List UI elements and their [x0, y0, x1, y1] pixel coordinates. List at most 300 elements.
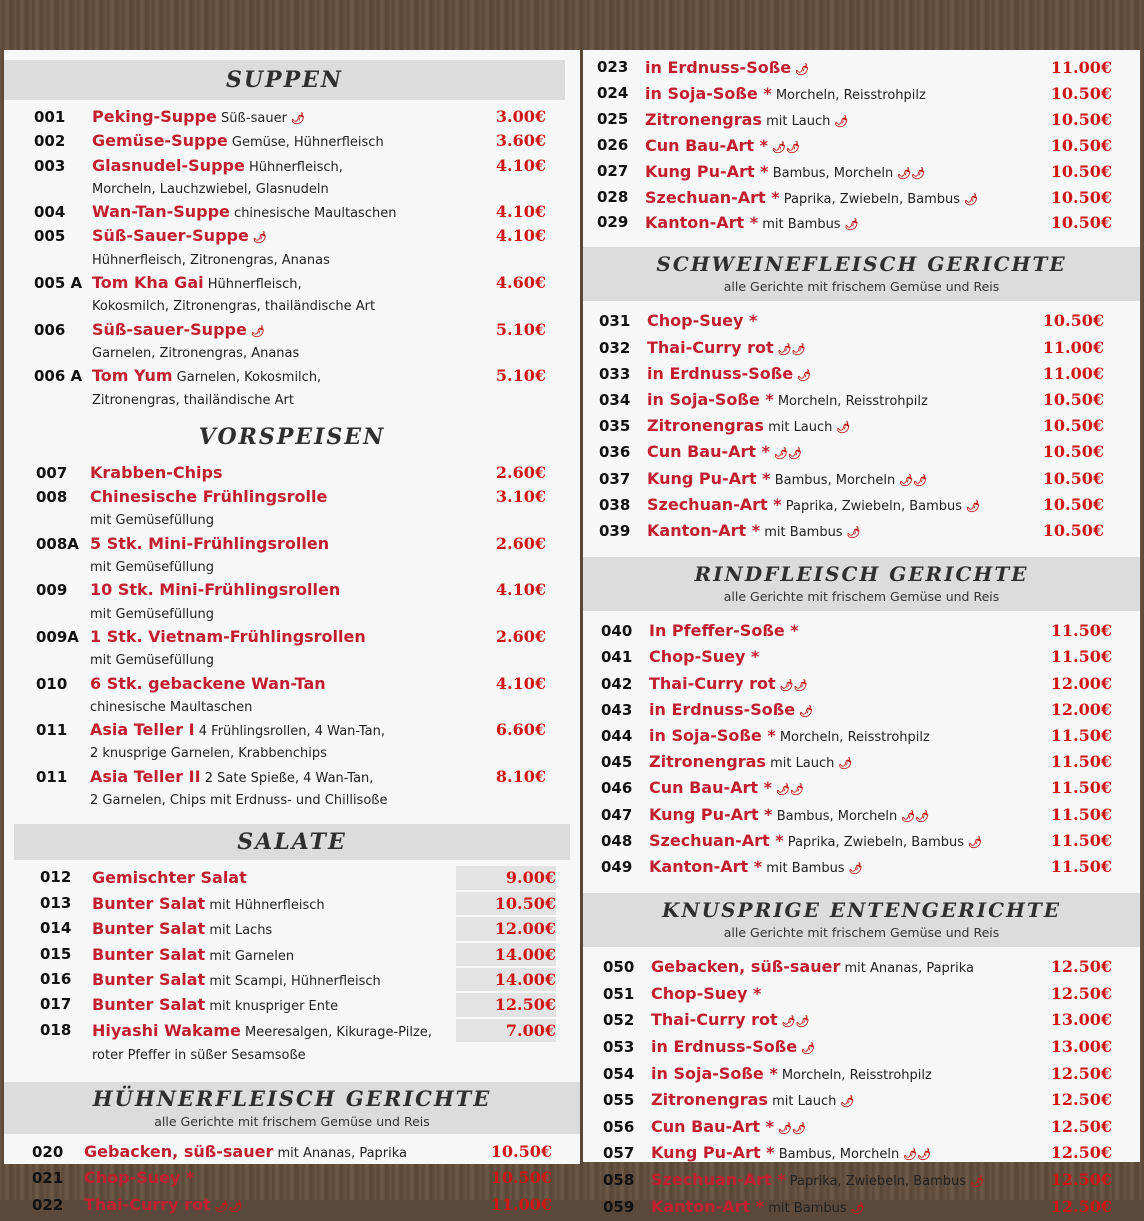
- item-number: 046: [601, 779, 633, 798]
- item-price: 10.50€: [1042, 389, 1104, 409]
- section-subtitle: alle Gerichte mit frischem Gemüse und Reis: [154, 1113, 430, 1129]
- item-number: 056: [603, 1117, 635, 1136]
- item-name: Zitronengras: [647, 416, 764, 436]
- item-name: 10 Stk. Mini-Frühlingsrollen: [90, 580, 341, 600]
- item-price: 3.10€: [495, 487, 546, 507]
- item-name: Kanton-Art *: [645, 213, 759, 233]
- chili-icon: 🌶: [252, 231, 267, 245]
- item-price: 11.50€: [1050, 857, 1112, 876]
- item-number: 006: [34, 320, 66, 339]
- section-huehnerfleisch: [4, 1140, 580, 1220]
- item-price: 11.50€: [1050, 725, 1112, 745]
- chili-icon: 🌶: [801, 1041, 816, 1055]
- item-description: Morcheln, Reisstrohpilz: [777, 393, 928, 409]
- item-body: [651, 1008, 1012, 1035]
- item-description-line2: mit Gemüsefüllung: [90, 513, 215, 529]
- chili-icon: 🌶: [966, 499, 981, 513]
- item-price: 12.50€: [1050, 983, 1112, 1003]
- menu-item: [583, 698, 1140, 724]
- item-price: 3.60€: [495, 131, 546, 151]
- item-description: Bambus, Morcheln: [776, 808, 898, 824]
- item-name: Krabben-Chips: [90, 462, 223, 482]
- item-body: [92, 201, 454, 225]
- item-body: [651, 1035, 1012, 1062]
- chili-icon: 🌶: [964, 192, 979, 206]
- item-number: 047: [601, 805, 633, 824]
- item-number: 048: [601, 831, 633, 850]
- item-description: 4 Frühlingsrollen, 4 Wan-Tan,: [198, 724, 386, 740]
- item-name: Süß-Sauer-Suppe: [92, 226, 249, 246]
- item-body: [649, 645, 1012, 671]
- item-name: Bunter Salat: [92, 969, 206, 989]
- item-number: 022: [32, 1195, 64, 1214]
- menu-item: [583, 440, 1140, 466]
- item-price: 10.50€: [490, 1168, 552, 1188]
- menu-item: [4, 272, 580, 319]
- item-name: Zitronengras: [651, 1090, 768, 1110]
- chili-icon: 🌶🌶: [771, 140, 800, 154]
- item-price: 11.50€: [1050, 830, 1112, 850]
- menu-left-column: [4, 50, 580, 1214]
- item-number: 041: [601, 648, 633, 667]
- item-description-line2: mit Gemüsefüllung: [90, 653, 215, 669]
- menu-item: [4, 155, 580, 202]
- item-body: [90, 486, 454, 533]
- item-description-line2: chinesische Maultaschen: [90, 699, 253, 715]
- section-title: KNUSPRIGE ENTENGERICHTE: [661, 898, 1062, 923]
- item-description-line2: Kokosmilch, Zitronengras, thailändische Art: [92, 299, 376, 315]
- menu-item: [4, 365, 580, 412]
- item-number: 006 A: [34, 367, 83, 386]
- item-description: mit Bambus: [764, 524, 843, 540]
- section-ente: [583, 955, 1140, 1221]
- item-number: 012: [40, 868, 72, 887]
- item-body: [649, 750, 1012, 776]
- menu-item: [4, 1019, 580, 1068]
- item-price: 10.50€: [456, 892, 556, 915]
- menu-item: [4, 1193, 580, 1220]
- item-number: 013: [40, 893, 72, 912]
- item-description-line2: 2 knusprige Garnelen, Krabbenchips: [90, 746, 327, 762]
- menu-item: [583, 1062, 1140, 1089]
- menu-item: [583, 309, 1140, 335]
- item-name: in Erdnuss-Soße: [647, 363, 794, 383]
- section-vorspeisen: [4, 462, 580, 812]
- menu-item: [583, 724, 1140, 750]
- chili-icon: 🌶: [970, 1174, 985, 1188]
- chili-icon: 🌶🌶: [775, 783, 804, 797]
- menu-item: [4, 892, 580, 917]
- item-body: [645, 134, 1012, 160]
- item-name: Zitronengras: [649, 752, 766, 772]
- item-name: Zitronengras: [645, 109, 762, 129]
- item-description: Bambus, Morcheln: [772, 165, 894, 181]
- menu-item: [583, 1168, 1140, 1195]
- item-body: [647, 440, 1004, 466]
- item-body: [651, 1195, 1012, 1221]
- item-number: 009: [36, 581, 68, 600]
- section-title: RINDFLEISCH GERICHTE: [694, 562, 1029, 587]
- item-name: in Soja-Soße *: [649, 725, 776, 745]
- item-description: mit Hühnerfleisch: [209, 897, 325, 913]
- chili-icon: 🌶: [846, 525, 861, 539]
- item-name: Szechuan-Art *: [647, 494, 782, 514]
- item-number: 005 A: [34, 274, 83, 293]
- item-name: Chop-Suey *: [651, 983, 762, 1003]
- item-body: [92, 968, 456, 993]
- chili-icon: 🌶: [795, 63, 810, 76]
- item-number: 007: [36, 463, 68, 482]
- item-number: 018: [40, 1020, 72, 1039]
- item-price: 10.50€: [1050, 213, 1112, 233]
- item-body: [647, 388, 1004, 414]
- item-name: Bunter Salat: [92, 893, 206, 913]
- menu-item: [4, 579, 580, 626]
- item-price: 11.50€: [1050, 647, 1112, 667]
- item-price: 12.00€: [1050, 699, 1112, 719]
- item-price: 11.50€: [1050, 778, 1112, 798]
- chili-icon: 🌶: [834, 114, 849, 128]
- item-body: [90, 533, 454, 580]
- item-description-line2: mit Gemüsefüllung: [90, 606, 215, 622]
- item-body: [645, 108, 1012, 134]
- item-description-line2: 2 Garnelen, Chips mit Erdnuss- und Chillisoße: [90, 793, 388, 809]
- item-price: 4.60€: [495, 273, 546, 293]
- item-price: 4.10€: [495, 202, 546, 222]
- item-body: [92, 993, 456, 1018]
- item-name: in Erdnuss-Soße: [649, 699, 796, 719]
- item-price: 10.50€: [1050, 161, 1112, 181]
- item-number: 029: [597, 213, 629, 232]
- chili-icon: 🌶: [799, 704, 814, 718]
- item-name: 6 Stk. gebackene Wan-Tan: [90, 673, 326, 693]
- item-number: 008: [36, 488, 68, 507]
- item-number: 005: [34, 227, 66, 246]
- item-body: [90, 579, 454, 626]
- item-price: 11.00€: [1050, 58, 1112, 77]
- menu-item: [583, 1088, 1140, 1115]
- menu-item: [583, 467, 1140, 493]
- item-name: 1 Stk. Vietnam-Frühlingsrollen: [90, 626, 366, 646]
- chili-icon: 🌶🌶: [777, 342, 806, 356]
- item-name: Wan-Tan-Suppe: [92, 202, 230, 222]
- item-description: Meeresalgen, Kikurage-Pilze,: [245, 1024, 432, 1040]
- item-price: 10.50€: [1042, 311, 1104, 331]
- item-price: 10.50€: [1050, 109, 1112, 129]
- menu-item: [4, 1166, 580, 1193]
- item-body: [649, 803, 1012, 829]
- item-body: [645, 160, 1012, 186]
- section-header-salate: [14, 824, 570, 860]
- item-price: 10.50€: [1050, 83, 1112, 103]
- menu-item: [4, 1140, 580, 1167]
- item-number: 057: [603, 1144, 635, 1163]
- section-header-rindfleisch: [583, 557, 1140, 611]
- menu-item: [4, 866, 580, 891]
- item-description-line2: Garnelen, Zitronengras, Ananas: [92, 345, 300, 361]
- item-name: Hiyashi Wakame: [92, 1020, 241, 1040]
- item-name: 5 Stk. Mini-Frühlingsrollen: [90, 533, 330, 553]
- item-price: 6.60€: [495, 720, 546, 740]
- section-schweinefleisch: [583, 309, 1140, 545]
- item-price: 11.00€: [1042, 363, 1104, 383]
- item-number: 051: [603, 984, 635, 1003]
- item-number: 034: [599, 390, 631, 409]
- item-price: 12.50€: [1050, 957, 1112, 977]
- menu-item: [583, 211, 1140, 237]
- item-name: in Soja-Soße *: [651, 1063, 778, 1083]
- item-description: mit knuspriger Ente: [209, 999, 339, 1015]
- chili-icon: 🌶🌶: [777, 1121, 806, 1135]
- menu-item: [4, 225, 580, 272]
- item-name: Cun Bau-Art *: [647, 442, 770, 462]
- chili-icon: 🌶🌶: [901, 809, 930, 823]
- item-price: 7.00€: [456, 1019, 556, 1042]
- item-name: Gebacken, süß-sauer: [84, 1141, 274, 1161]
- menu-right-column: [583, 50, 1140, 1216]
- menu-item: [4, 462, 580, 486]
- menu-item: [4, 719, 580, 766]
- section-header-vorspeisen: [4, 412, 580, 462]
- chili-icon: 🌶🌶: [899, 473, 928, 487]
- menu-item: [583, 1141, 1140, 1168]
- section-header-schweinefleisch: [583, 247, 1140, 301]
- item-price: 11.00€: [1042, 337, 1104, 357]
- menu-item: [583, 336, 1140, 362]
- item-description-line2: roter Pfeffer in süßer Sesamsoße: [92, 1048, 306, 1064]
- section-title: VORSPEISEN: [198, 423, 386, 450]
- item-name: Peking-Suppe: [92, 107, 217, 126]
- item-body: [649, 672, 1012, 698]
- item-body: [649, 619, 1012, 645]
- menu-item: [583, 56, 1140, 82]
- item-price: 10.50€: [1042, 442, 1104, 462]
- item-number: 044: [601, 726, 633, 745]
- menu-item: [583, 672, 1140, 698]
- menu-item: [583, 1195, 1140, 1221]
- item-body: [84, 1140, 452, 1167]
- menu-item: [4, 673, 580, 720]
- item-number: 054: [603, 1064, 635, 1083]
- item-name: Glasnudel-Suppe: [92, 155, 245, 175]
- chili-icon: 🌶: [968, 835, 983, 849]
- item-number: 002: [34, 132, 66, 151]
- item-number: 011: [36, 721, 68, 740]
- item-body: [92, 917, 456, 942]
- item-number: 023: [597, 58, 629, 76]
- menu-item: [4, 766, 580, 813]
- item-name: Gemischter Salat: [92, 868, 247, 888]
- chili-icon: 🌶🌶: [214, 1199, 243, 1213]
- chili-icon: 🌶🌶: [779, 678, 808, 692]
- item-body: [645, 56, 1012, 82]
- item-body: [90, 626, 454, 673]
- menu-item: [583, 519, 1140, 545]
- item-name: Bunter Salat: [92, 919, 206, 939]
- item-description: mit Bambus: [768, 1200, 847, 1216]
- item-name: Tom Kha Gai: [92, 273, 204, 293]
- item-price: 13.00€: [1050, 1036, 1112, 1056]
- item-number: 059: [603, 1197, 635, 1216]
- chili-icon: 🌶: [840, 1095, 855, 1109]
- item-name: Cun Bau-Art *: [649, 778, 772, 798]
- item-price: 9.00€: [456, 866, 556, 889]
- item-description: Süß-sauer: [221, 111, 287, 126]
- item-number: 017: [40, 995, 72, 1014]
- item-description-line2: mit Gemüsefüllung: [90, 560, 215, 576]
- item-name: Gebacken, süß-sauer: [651, 957, 841, 977]
- section-subtitle: alle Gerichte mit frischem Gemüse und Reis: [723, 589, 1000, 605]
- item-description-line2: Morcheln, Lauchzwiebel, Glasnudeln: [92, 181, 329, 197]
- item-description: mit Scampi, Hühnerfleisch: [209, 973, 381, 989]
- section-suppen: [4, 106, 580, 412]
- item-body: [651, 1062, 1012, 1089]
- item-price: 2.60€: [495, 462, 546, 482]
- item-price: 4.10€: [495, 226, 546, 246]
- item-price: 12.50€: [1050, 1196, 1112, 1216]
- item-body: [92, 1019, 456, 1068]
- item-name: Süß-sauer-Suppe: [92, 319, 247, 339]
- item-number: 026: [597, 135, 629, 154]
- item-price: 10.50€: [1050, 135, 1112, 155]
- item-name: Cun Bau-Art *: [645, 135, 768, 155]
- item-number: 003: [34, 156, 66, 175]
- item-name: Bunter Salat: [92, 995, 206, 1015]
- item-name: Kanton-Art *: [647, 520, 761, 540]
- item-number: 020: [32, 1142, 64, 1161]
- item-price: 4.10€: [495, 580, 546, 600]
- item-description: mit Lauch: [768, 420, 833, 436]
- item-body: [90, 673, 454, 720]
- item-price: 12.50€: [1050, 1090, 1112, 1110]
- item-description: Bambus, Morcheln: [778, 1147, 900, 1163]
- menu-item: [583, 1008, 1140, 1035]
- item-description: mit Garnelen: [209, 948, 295, 964]
- item-name: Thai-Curry rot: [647, 337, 774, 357]
- menu-item: [4, 533, 580, 580]
- item-number: 028: [597, 187, 629, 206]
- item-price: 12.50€: [1050, 1116, 1112, 1136]
- item-description: Paprika, Zwiebeln, Bambus: [783, 191, 961, 207]
- item-name: Thai-Curry rot: [84, 1194, 211, 1214]
- section-header-huehnerfleisch: [4, 1082, 580, 1134]
- section-subtitle: alle Gerichte mit frischem Gemüse und Reis: [723, 279, 1000, 295]
- item-number: 014: [40, 919, 72, 938]
- section-header-ente: [583, 893, 1140, 947]
- item-number: 004: [34, 203, 66, 222]
- item-name: Kanton-Art *: [651, 1196, 765, 1216]
- section-title: HÜHNERFLEISCH GERICHTE: [92, 1085, 492, 1111]
- item-price: 3.00€: [495, 107, 546, 126]
- item-price: 12.50€: [1050, 1169, 1112, 1189]
- item-body: [92, 272, 454, 319]
- item-description: mit Bambus: [766, 861, 845, 876]
- item-body: [84, 1193, 452, 1220]
- item-body: [649, 855, 1012, 881]
- item-number: 035: [599, 417, 631, 436]
- item-price: 4.10€: [495, 155, 546, 175]
- item-name: In Pfeffer-Soße *: [649, 621, 799, 641]
- item-name: Gemüse-Suppe: [92, 131, 228, 151]
- item-body: [92, 866, 456, 891]
- item-number: 038: [599, 495, 631, 514]
- item-body: [92, 943, 456, 968]
- item-name: Chop-Suey *: [84, 1168, 195, 1188]
- item-number: 055: [603, 1091, 635, 1110]
- item-name: in Erdnuss-Soße: [651, 1036, 798, 1056]
- item-price: 11.50€: [1050, 804, 1112, 824]
- item-price: 8.10€: [495, 766, 546, 786]
- item-number: 032: [599, 338, 631, 357]
- item-description: Bambus, Morcheln: [774, 472, 896, 488]
- item-body: [647, 336, 1004, 362]
- item-body: [651, 1168, 1012, 1195]
- item-price: 10.50€: [1042, 468, 1104, 488]
- item-description: mit Ananas, Paprika: [277, 1145, 408, 1161]
- item-description: Hühnerfleisch,: [248, 159, 343, 175]
- item-number: 027: [597, 161, 629, 180]
- menu-item: [583, 1035, 1140, 1062]
- menu-item: [583, 855, 1140, 881]
- item-body: [649, 776, 1012, 802]
- item-number: 052: [603, 1011, 635, 1030]
- menu-item: [583, 619, 1140, 645]
- item-number: 045: [601, 753, 633, 772]
- item-name: Asia Teller I: [90, 720, 195, 740]
- chili-icon: 🌶: [250, 324, 265, 338]
- item-price: 12.50€: [456, 993, 556, 1016]
- menu-item: [4, 993, 580, 1018]
- item-price: 14.00€: [456, 943, 556, 966]
- item-number: 042: [601, 674, 633, 693]
- item-name: Tom Yum: [92, 366, 173, 386]
- item-body: [92, 319, 454, 366]
- item-name: Thai-Curry rot: [651, 1010, 778, 1030]
- chili-icon: 🌶: [844, 218, 859, 232]
- menu-item: [583, 803, 1140, 829]
- chili-icon: 🌶🌶: [897, 166, 926, 180]
- menu-item: [583, 186, 1140, 212]
- section-salate: [4, 866, 580, 1067]
- chili-icon: 🌶: [797, 368, 812, 382]
- menu-item: [4, 486, 580, 533]
- item-price: 11.00€: [490, 1194, 552, 1214]
- item-price: 12.50€: [1050, 1063, 1112, 1083]
- item-description: mit Ananas, Paprika: [844, 961, 975, 977]
- section-header-suppen: [4, 60, 565, 100]
- item-description: mit Lachs: [209, 923, 273, 939]
- item-number: 009A: [36, 627, 79, 646]
- item-name: Szechuan-Art *: [645, 187, 780, 207]
- item-name: in Soja-Soße *: [647, 389, 774, 409]
- menu-item: [583, 829, 1140, 855]
- menu-item: [4, 917, 580, 942]
- item-body: [90, 462, 454, 486]
- item-body: [645, 211, 1012, 237]
- item-body: [649, 829, 1012, 855]
- chili-icon: 🌶: [838, 757, 853, 771]
- item-name: Bunter Salat: [92, 944, 206, 964]
- item-number: 043: [601, 700, 633, 719]
- item-body: [92, 155, 454, 202]
- menu-item: [4, 201, 580, 225]
- item-price: 11.50€: [1050, 752, 1112, 772]
- item-number: 040: [601, 622, 633, 641]
- menu-item: [583, 982, 1140, 1009]
- item-number: 010: [36, 674, 68, 693]
- item-price: 10.50€: [1050, 187, 1112, 207]
- item-description: Paprika, Zwiebeln, Bambus: [789, 1173, 967, 1189]
